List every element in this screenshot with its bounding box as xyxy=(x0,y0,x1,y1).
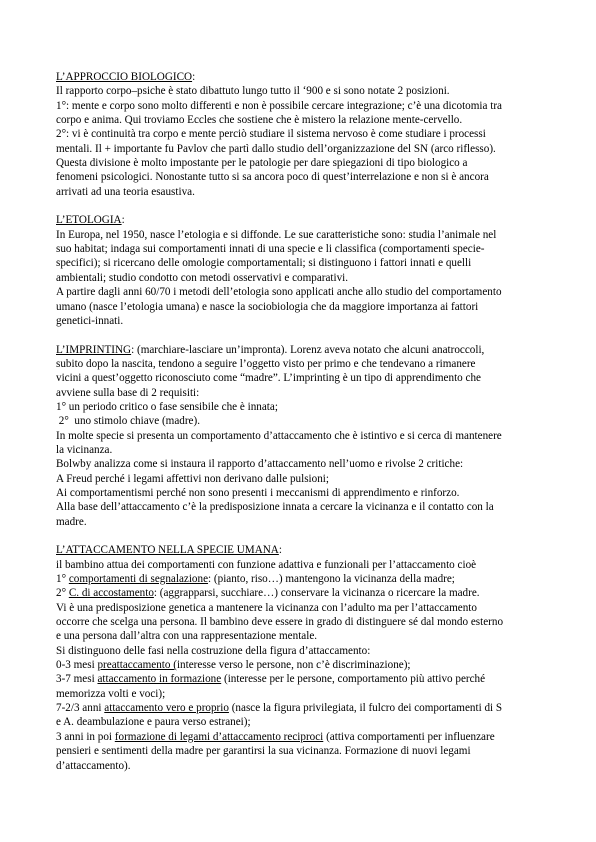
text-line: vicini a quest’oggetto riconosciuto come “madre”. L’imprinting è un tipo di apprendimento che xyxy=(56,372,481,385)
list-item: 2° C. di accostamento: (aggrapparsi, succhiare…) conservare la vicinanza o ricercare la madre. xyxy=(56,587,480,600)
text-line: 1° un periodo critico o fase sensibile che è innata; xyxy=(56,400,278,413)
text-line: ambientali; studio condotto con metodi osservativi e comparativi. xyxy=(56,271,349,284)
text-line: Alla base dell’attaccamento c’è la predisposizione innata a cercare la vicinanza e il contatto con la xyxy=(56,501,494,514)
text-line: il bambino attua dei comportamenti con funzione adattiva e funzionali per l’attaccamento cioè xyxy=(56,558,477,571)
section-heading-imprinting: L’IMPRINTING: (marchiare-lasciare un’impronta). Lorenz aveva notato che alcuni anatroccoli, xyxy=(56,343,485,356)
text-line: e una persona dall’altra con una rappresentazione mentale. xyxy=(56,630,318,643)
list-item: 0-3 mesi preattaccamento (interesse verso le persone, non c’è discriminazione); xyxy=(56,659,411,672)
text-line: avviene sulla base di 2 requisiti: xyxy=(56,386,200,399)
text-line: mentali. Il + importante fu Pavlov che partì dallo studio dell’organizzazione del SN (arco riflesso). xyxy=(56,142,496,155)
list-item: 7-2/3 anni attaccamento vero e proprio (nasce la figura privilegiata, il fulcro dei comportamenti di S xyxy=(56,702,503,715)
text-line: 2°: vi è continuità tra corpo e mente perciò studiare il sistema nervoso è come studiare i processi xyxy=(56,128,486,141)
text-line: occorre che scelga una persona. Il bambino deve essere in grado di distinguere sé dal mondo esterno xyxy=(56,616,504,629)
text-line: Bolwby analizza come si instaura il rapporto d’attaccamento nell’uomo e rivolse 2 critiche: xyxy=(56,458,464,471)
text-line: 2° uno stimolo chiave (madre). xyxy=(56,415,200,428)
text-line: In Europa, nel 1950, nasce l’etologia e si diffonde. Le sue caratteristiche sono: studia l’animale nel xyxy=(56,228,497,241)
list-item: 3 anni in poi formazione di legami d’attaccamento reciproci (attiva comportamenti per influenzare xyxy=(56,730,495,743)
text-line: arrivati ad una teoria esaustiva. xyxy=(56,185,195,198)
text-line: 1°: mente e corpo sono molto differenti e non è possibile cercare integrazione; c’è una dicotomia tra xyxy=(56,99,502,112)
text-line: umano (nasce l’etologia umana) e nasce la sociobiologia che da maggiore importanza ai fattori xyxy=(56,300,479,313)
section-heading-attaccamento: L’ATTACCAMENTO NELLA SPECIE UMANA: xyxy=(56,544,282,557)
text-line: subito dopo la nascita, tendono a seguire l’oggetto visto per primo e che tendevano a rimanere xyxy=(56,357,476,370)
text-line: In molte specie si presenta un comportamento d’attaccamento che è istintivo e si cerca di mantenere xyxy=(56,429,502,442)
text-line: Questa divisione è molto impostante per le patologie per dare spiegazioni di tipo biologico a xyxy=(56,157,468,170)
text-line: Vi è una predisposizione genetica a mantenere la vicinanza con l’adulto ma per l’attaccamento xyxy=(56,601,477,614)
text-line: pensieri e sentimenti della madre per garantirsi la sua vicinanza. Formazione di nuovi legami xyxy=(56,745,471,758)
text-line: genetici-innati. xyxy=(56,314,124,327)
text-line: la vicinanza. xyxy=(56,443,113,456)
list-item: 1° comportamenti di segnalazione: (pianto, riso…) mantengono la vicinanza della madre; xyxy=(56,573,455,586)
text-line: A Freud perché i legami affettivi non derivano dalle pulsioni; xyxy=(56,472,329,485)
text-line: A partire dagli anni 60/70 i metodi dell’etologia sono applicati anche allo studio del comportamento xyxy=(56,286,502,299)
text-line: Il rapporto corpo–psiche è stato dibattuto lungo tutto il ‘900 e si sono notate 2 posizioni. xyxy=(56,85,450,98)
text-line: memorizza volti e voci); xyxy=(56,687,166,700)
text-line: madre. xyxy=(56,515,87,528)
text-line: specifici); si ricercano delle omologie comportamentali; si distinguono i fattori innati e quelli xyxy=(56,257,472,270)
text-line: corpo e anima. Qui troviamo Eccles che sostiene che è mistero la relazione mente-cervello. xyxy=(56,114,463,127)
text-line: Ai comportamentismi perché non sono presenti i meccanismi di apprendimento e rinforzo. xyxy=(56,486,460,499)
text-line: Si distinguono delle fasi nella costruzione della figura d’attaccamento: xyxy=(56,644,371,657)
text-line: e A. deambulazione e paura verso estranei); xyxy=(56,716,251,729)
section-heading-approccio: L’APPROCCIO BIOLOGICO: xyxy=(56,71,196,83)
document-page xyxy=(56,70,546,773)
text-line: fenomeni psicologici. Nonostante tutto si sa ancora poco di quest’interrelazione e non si è ancora xyxy=(56,171,489,184)
text-line: d’attaccamento). xyxy=(56,759,131,772)
section-heading-etologia: L’ETOLOGIA: xyxy=(56,214,125,227)
list-item: 3-7 mesi attaccamento in formazione (interesse per le persone, comportamento più attivo perché xyxy=(56,673,486,686)
text-line: suo habitat; indaga sui comportamenti innati di una specie e li classifica (comportamenti specie- xyxy=(56,243,485,256)
